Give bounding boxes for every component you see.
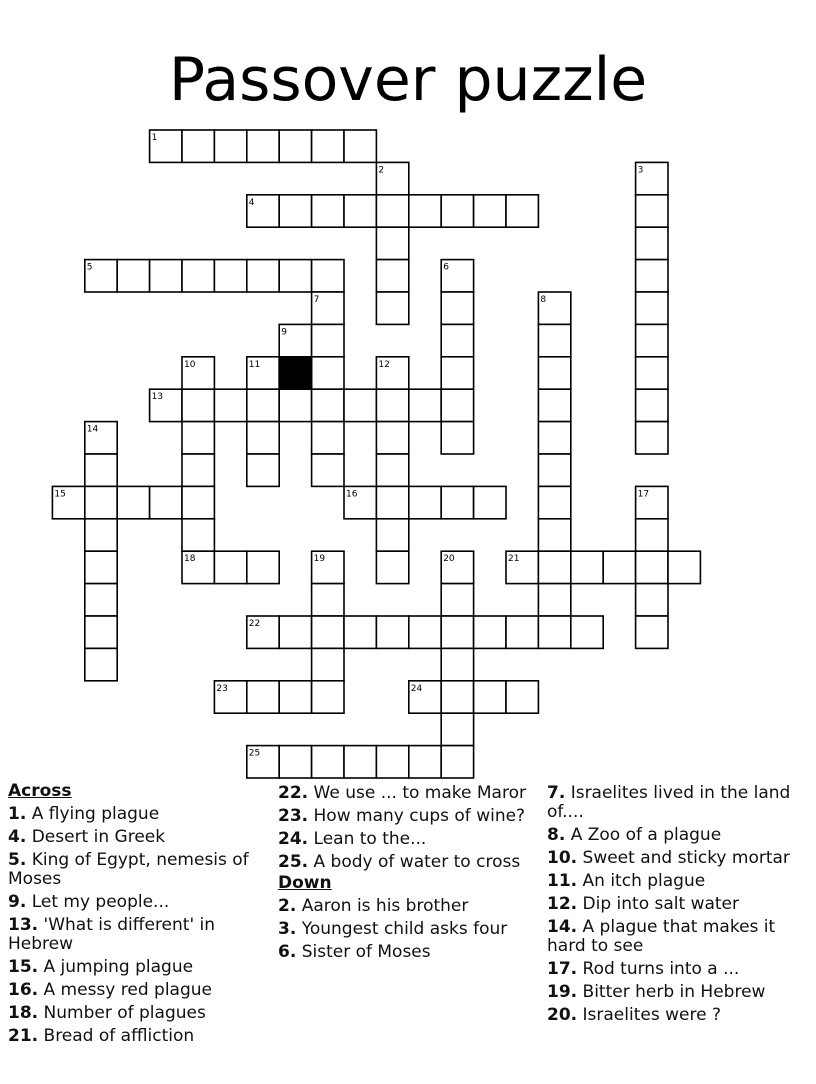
grid-cell[interactable] — [279, 389, 311, 421]
grid-cell[interactable] — [85, 551, 117, 583]
grid-cell[interactable] — [506, 195, 538, 227]
across-clue-number: 18. — [8, 1003, 39, 1023]
clue-number-8: 8 — [540, 295, 547, 305]
grid-cell[interactable] — [538, 551, 570, 583]
grid-cell[interactable] — [312, 324, 344, 356]
grid-cell[interactable] — [312, 616, 344, 648]
across-clue-text: A body of water to cross — [308, 852, 521, 872]
grid-cell[interactable] — [182, 519, 214, 551]
grid-cell[interactable] — [636, 260, 668, 292]
across-clue-number: 13. — [8, 915, 39, 935]
clue-number-21: 21 — [508, 554, 520, 565]
black-cell — [279, 357, 311, 389]
grid-cell[interactable] — [441, 616, 473, 648]
across-heading: Across — [8, 781, 72, 801]
down-clue — [547, 918, 809, 956]
across-clue-number: 15. — [8, 957, 39, 977]
down-clue-number: 17. — [547, 959, 578, 979]
across-clue-text: King of Egypt, nemesis of Moses — [8, 850, 249, 889]
grid-cell[interactable] — [636, 551, 668, 583]
grid-cell[interactable] — [668, 551, 700, 583]
down-clue-number: 14. — [547, 917, 578, 937]
grid-cell[interactable] — [636, 389, 668, 421]
clue-number-9: 9 — [281, 327, 287, 338]
down-clue-text: Dip into salt water — [577, 894, 740, 914]
grid-cell[interactable] — [85, 454, 117, 486]
grid-cell[interactable] — [182, 260, 214, 292]
across-clue-text: A messy red plague — [38, 980, 212, 1000]
grid-cell[interactable] — [441, 713, 473, 745]
down-clue-text: Sweet and sticky mortar — [577, 848, 790, 868]
grid-cell[interactable] — [247, 681, 279, 713]
clue-number-15: 15 — [54, 489, 66, 500]
across-clue-text: How many cups of wine? — [308, 806, 526, 826]
grid-cell[interactable] — [214, 389, 246, 421]
grid-cell[interactable] — [247, 260, 279, 292]
grid-cell[interactable] — [571, 551, 603, 583]
grid-cell[interactable] — [344, 130, 376, 162]
grid-cell[interactable] — [441, 486, 473, 518]
grid-cell[interactable] — [474, 195, 506, 227]
down-clue-number: 10. — [547, 848, 578, 868]
down-clue-number: 3. — [278, 919, 297, 939]
grid-cell[interactable] — [636, 616, 668, 648]
grid-cell[interactable] — [506, 616, 538, 648]
down-clue-text: Sister of Moses — [296, 942, 431, 962]
down-clue-text: A plague that makes it hard to see — [547, 917, 776, 956]
grid-cell[interactable] — [538, 584, 570, 616]
grid-cell[interactable] — [441, 681, 473, 713]
grid-cell[interactable] — [182, 130, 214, 162]
grid-cell[interactable] — [150, 486, 182, 518]
grid-cell[interactable] — [538, 519, 570, 551]
clue-column-3 — [547, 780, 809, 1025]
grid-cell[interactable] — [376, 746, 408, 778]
grid-cell[interactable] — [538, 389, 570, 421]
grid-cell[interactable] — [312, 454, 344, 486]
grid-cell[interactable] — [344, 195, 376, 227]
grid-cell[interactable] — [376, 486, 408, 518]
grid-cell[interactable] — [441, 324, 473, 356]
grid-cell[interactable] — [474, 486, 506, 518]
grid-cell[interactable] — [441, 389, 473, 421]
across-clue — [8, 1027, 270, 1046]
clue-number-23: 23 — [216, 683, 228, 694]
grid-cell[interactable] — [441, 422, 473, 454]
grid-cell[interactable] — [85, 584, 117, 616]
across-clue-text: Bread of affliction — [38, 1026, 195, 1046]
grid-cell[interactable] — [279, 130, 311, 162]
across-clue-number: 5. — [8, 850, 27, 870]
clue-column-1 — [8, 780, 270, 1046]
grid-cell[interactable] — [344, 616, 376, 648]
grid-cell[interactable] — [376, 519, 408, 551]
across-clue — [8, 958, 270, 977]
grid-cell[interactable] — [636, 584, 668, 616]
grid-cell[interactable] — [247, 130, 279, 162]
down-clue — [278, 943, 540, 962]
down-clue — [547, 826, 809, 845]
grid-cell[interactable] — [603, 551, 635, 583]
clue-number-11: 11 — [248, 359, 261, 370]
down-clue-number: 8. — [547, 825, 566, 845]
grid-cell[interactable] — [85, 616, 117, 648]
down-clue — [547, 983, 809, 1002]
across-clue-number: 25. — [278, 852, 309, 872]
down-clue — [547, 960, 809, 979]
grid-cell[interactable] — [279, 195, 311, 227]
grid-cell[interactable] — [409, 486, 441, 518]
across-clue-text: We use ... to make Maror — [308, 783, 526, 803]
grid-cell[interactable] — [312, 648, 344, 680]
grid-cell[interactable] — [344, 746, 376, 778]
grid-cell[interactable] — [376, 292, 408, 324]
across-clue-number: 22. — [278, 783, 309, 803]
grid-cell[interactable] — [376, 551, 408, 583]
across-clue — [278, 784, 540, 803]
down-clue-number: 12. — [547, 894, 578, 914]
clue-number-6: 6 — [443, 262, 449, 273]
down-clue-text: A Zoo of a plague — [565, 825, 722, 845]
clue-number-13: 13 — [151, 392, 164, 403]
grid-cell[interactable] — [538, 616, 570, 648]
grid-cell[interactable] — [279, 616, 311, 648]
down-clue-text: Bitter herb in Hebrew — [577, 982, 766, 1002]
grid-cell[interactable] — [247, 389, 279, 421]
grid-cell[interactable] — [182, 486, 214, 518]
grid-cell[interactable] — [538, 422, 570, 454]
grid-cell[interactable] — [474, 616, 506, 648]
grid-cell[interactable] — [441, 357, 473, 389]
grid-cell[interactable] — [312, 746, 344, 778]
down-heading: Down — [278, 873, 332, 893]
down-clue-number: 6. — [278, 942, 297, 962]
grid-cell[interactable] — [312, 130, 344, 162]
down-clue-text: Israelites were ? — [577, 1005, 721, 1025]
across-clue-number: 1. — [8, 804, 27, 824]
grid-cell[interactable] — [636, 292, 668, 324]
grid-cell[interactable] — [636, 195, 668, 227]
grid-cell[interactable] — [441, 746, 473, 778]
clue-number-24: 24 — [410, 683, 423, 694]
clue-number-2: 2 — [378, 165, 385, 176]
down-clue-text: Israelites lived in the land of.... — [547, 783, 791, 822]
grid-cell[interactable] — [279, 260, 311, 292]
across-clue — [8, 893, 270, 912]
grid-cell[interactable] — [279, 681, 311, 713]
grid-cell[interactable] — [376, 616, 408, 648]
grid-cell[interactable] — [636, 357, 668, 389]
grid-cell[interactable] — [214, 551, 246, 583]
grid-cell[interactable] — [409, 746, 441, 778]
grid-cell[interactable] — [182, 389, 214, 421]
grid-cell[interactable] — [506, 681, 538, 713]
grid-cell[interactable] — [376, 454, 408, 486]
grid-cell[interactable] — [312, 422, 344, 454]
grid-cell[interactable] — [150, 260, 182, 292]
grid-cell[interactable] — [409, 616, 441, 648]
across-clue — [8, 828, 270, 847]
across-clue — [278, 830, 540, 849]
across-clue-number: 23. — [278, 806, 309, 826]
grid-cell[interactable] — [441, 648, 473, 680]
down-clue — [547, 784, 809, 822]
down-clue-number: 19. — [547, 982, 578, 1002]
clue-number-16: 16 — [346, 489, 358, 500]
grid-cell[interactable] — [182, 454, 214, 486]
grid-cell[interactable] — [344, 389, 376, 421]
grid-cell[interactable] — [636, 519, 668, 551]
clue-number-1: 1 — [151, 133, 158, 143]
across-clue-number: 24. — [278, 829, 309, 849]
grid-cell[interactable] — [376, 260, 408, 292]
down-clue — [547, 1006, 809, 1025]
grid-cell[interactable] — [409, 389, 441, 421]
grid-cell[interactable] — [636, 227, 668, 259]
down-clue-number: 7. — [547, 783, 566, 803]
grid-cell[interactable] — [117, 486, 149, 518]
grid-cell[interactable] — [312, 357, 344, 389]
grid-cell[interactable] — [636, 422, 668, 454]
across-clue — [8, 916, 270, 954]
grid-cell[interactable] — [247, 551, 279, 583]
down-clue-text: An itch plague — [577, 871, 706, 891]
down-clue — [278, 920, 540, 939]
grid-cell[interactable] — [85, 648, 117, 680]
grid-cell[interactable] — [312, 260, 344, 292]
grid-cell[interactable] — [182, 422, 214, 454]
grid-cell[interactable] — [409, 195, 441, 227]
across-clue-text: Desert in Greek — [26, 827, 166, 847]
grid-cell[interactable] — [538, 454, 570, 486]
down-clue — [278, 897, 540, 916]
across-clue-text: A flying plague — [26, 804, 160, 824]
down-clue-text: Youngest child asks four — [296, 919, 508, 939]
across-clue — [8, 1004, 270, 1023]
grid-cell[interactable] — [538, 324, 570, 356]
grid-cell[interactable] — [474, 681, 506, 713]
grid-cell[interactable] — [376, 227, 408, 259]
grid-cell[interactable] — [312, 195, 344, 227]
across-clue — [278, 853, 540, 872]
grid-cell[interactable] — [312, 681, 344, 713]
grid-cell[interactable] — [571, 616, 603, 648]
across-clue — [8, 805, 270, 824]
down-clue-text: Aaron is his brother — [296, 896, 469, 916]
down-clue-number: 2. — [278, 896, 297, 916]
across-clue — [278, 807, 540, 826]
grid-cell[interactable] — [636, 324, 668, 356]
down-clue-number: 11. — [547, 871, 578, 891]
down-clue — [547, 895, 809, 914]
grid-cell[interactable] — [376, 422, 408, 454]
clue-number-12: 12 — [378, 359, 390, 370]
clue-number-17: 17 — [637, 489, 650, 500]
down-clue-number: 20. — [547, 1005, 578, 1025]
grid-cell[interactable] — [214, 130, 246, 162]
clue-number-4: 4 — [248, 197, 255, 208]
clue-number-22: 22 — [248, 619, 261, 629]
grid-cell[interactable] — [247, 422, 279, 454]
grid-cell[interactable] — [85, 486, 117, 518]
across-clue — [8, 851, 270, 889]
grid-cell[interactable] — [312, 584, 344, 616]
grid-cell[interactable] — [441, 195, 473, 227]
clue-column-2 — [278, 780, 540, 962]
grid-cell[interactable] — [312, 389, 344, 421]
clue-number-10: 10 — [184, 359, 196, 370]
grid-cell[interactable] — [85, 519, 117, 551]
across-clue-text: Lean to the... — [308, 829, 427, 849]
across-clue-text: A jumping plague — [38, 957, 194, 977]
grid-cell[interactable] — [376, 389, 408, 421]
across-clue-number: 21. — [8, 1026, 39, 1046]
clue-number-19: 19 — [313, 554, 326, 565]
grid-cell[interactable] — [214, 260, 246, 292]
across-clue-number: 9. — [8, 892, 27, 912]
across-clue-text: Number of plagues — [38, 1003, 206, 1023]
across-clue-text: 'What is different' in Hebrew — [8, 915, 216, 954]
puzzle-title: Passover puzzle — [168, 45, 648, 115]
clue-number-14: 14 — [86, 424, 99, 435]
across-clue-text: Let my people... — [26, 892, 170, 912]
grid-cell[interactable] — [376, 195, 408, 227]
clue-number-3: 3 — [637, 165, 644, 176]
grid-cell[interactable] — [441, 584, 473, 616]
grid-cell[interactable] — [247, 454, 279, 486]
down-clue — [547, 872, 809, 891]
across-clue-number: 16. — [8, 980, 39, 1000]
grid-cell[interactable] — [117, 260, 149, 292]
clue-number-5: 5 — [86, 262, 93, 273]
clue-number-18: 18 — [184, 554, 196, 565]
clue-number-20: 20 — [443, 554, 455, 565]
clue-number-25: 25 — [248, 748, 261, 759]
across-clue-number: 4. — [8, 827, 27, 847]
across-clue — [8, 981, 270, 1000]
down-clue — [547, 849, 809, 868]
grid-cell[interactable] — [538, 486, 570, 518]
clue-number-7: 7 — [313, 295, 320, 305]
grid-cell[interactable] — [279, 746, 311, 778]
down-clue-text: Rod turns into a ... — [577, 959, 740, 979]
grid-cell[interactable] — [538, 357, 570, 389]
grid-cell[interactable] — [441, 292, 473, 324]
